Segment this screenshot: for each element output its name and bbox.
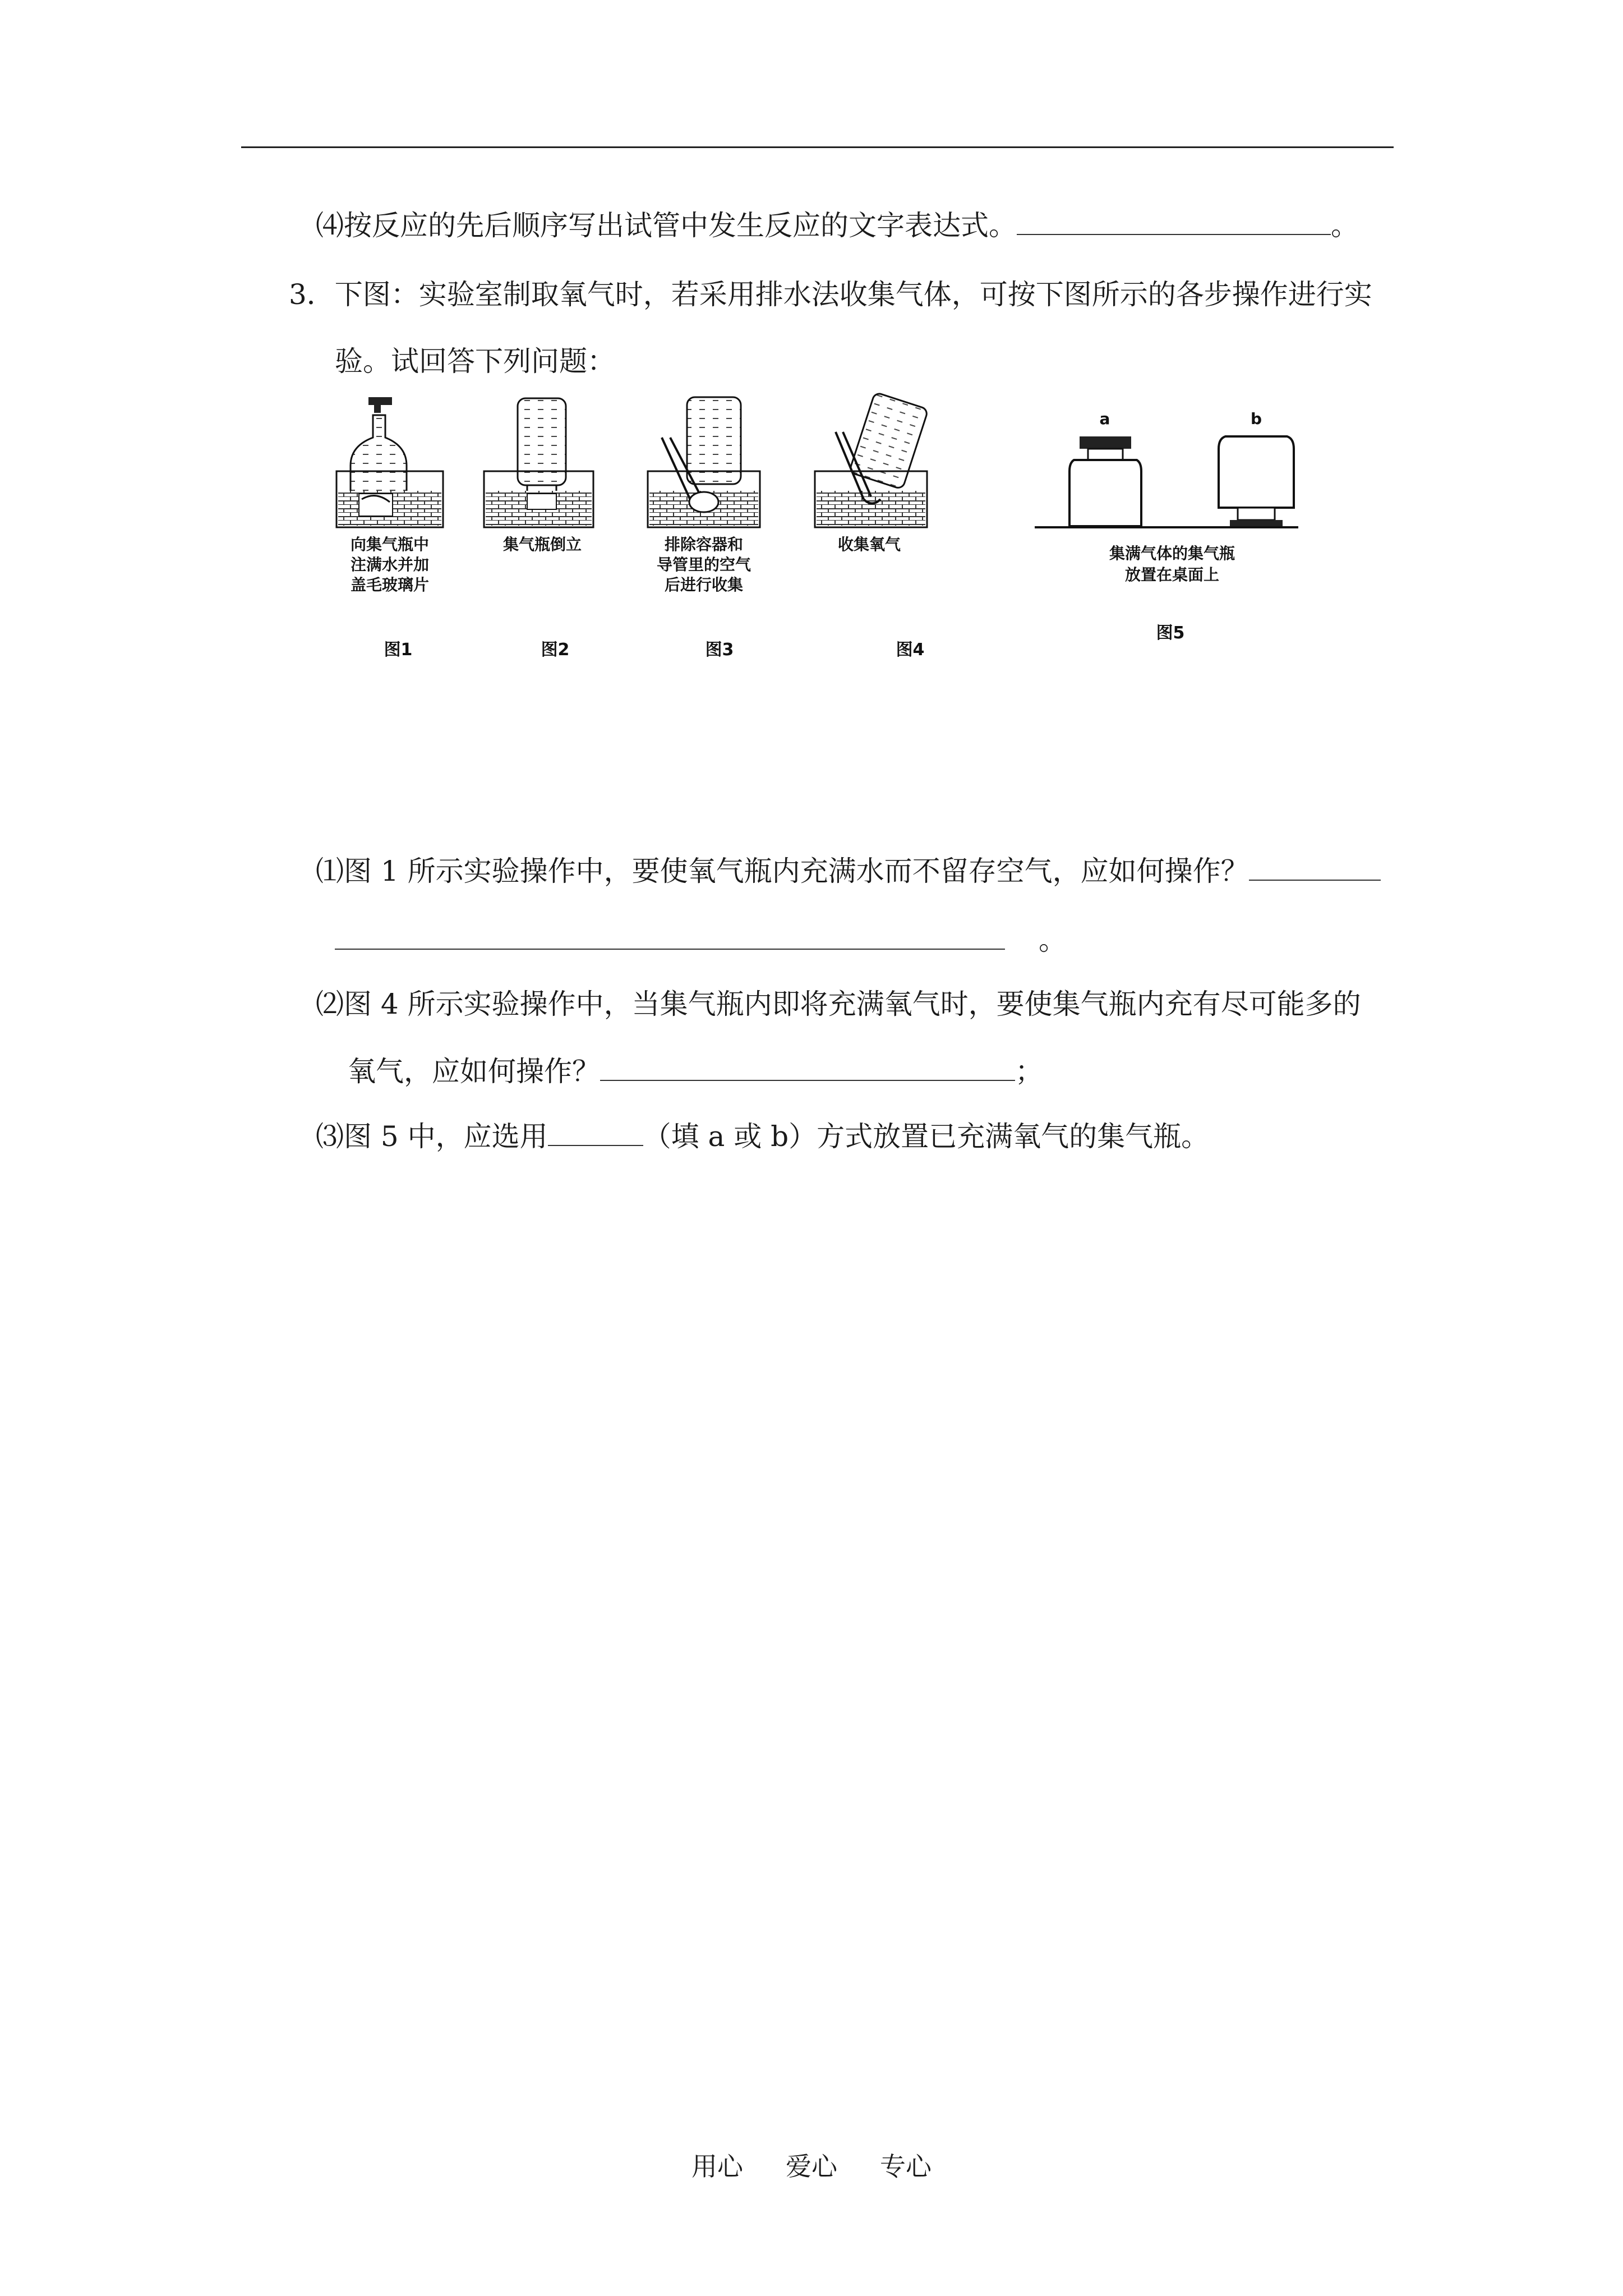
svg-text:导管里的空气: 导管里的空气 (656, 555, 751, 574)
figure-3-purge-and-collect (648, 397, 760, 527)
figure-5-bottles-on-table (1035, 409, 1298, 527)
answer-blank[interactable] (548, 1120, 643, 1146)
svg-text:图5: 图5 (1156, 623, 1185, 643)
figure-4-collect-oxygen (815, 392, 928, 527)
svg-text:排除容器和: 排除容器和 (664, 535, 744, 554)
svg-text:放置在桌面上: 放置在桌面上 (1124, 565, 1220, 584)
sub-question-1: ⑴图 1 所示实验操作中，要使氧气瓶内充满水而不留存空气，应如何操作？ (316, 854, 1381, 888)
figure-2-inverted-bottle (484, 398, 593, 527)
question-3-stem-line-1: 3．下图：实验室制取氧气时，若采用排水法收集气体，可按下图所示的各步操作进行实 (289, 278, 1372, 311)
svg-text:集满气体的集气瓶: 集满气体的集气瓶 (1109, 544, 1235, 563)
svg-text:注满水并加: 注满水并加 (350, 555, 430, 574)
answer-blank[interactable] (1017, 209, 1331, 235)
svg-text:盖毛玻璃片: 盖毛玻璃片 (350, 576, 430, 594)
svg-text:集气瓶倒立: 集气瓶倒立 (502, 535, 582, 554)
svg-text:向集气瓶中: 向集气瓶中 (350, 535, 430, 554)
oxygen-collection-figure (334, 387, 1298, 679)
question-3-stem-line-2: 验。试回答下列问题： (335, 345, 615, 378)
figure-1-fill-bottle (336, 397, 443, 527)
svg-text:收集氧气: 收集氧气 (837, 535, 901, 554)
answer-blank[interactable] (1249, 855, 1381, 881)
question-2-item-4: ⑷按反应的先后顺序写出试管中发生反应的文字表达式。 。 (316, 209, 1359, 242)
bottle-b-label: b (1250, 409, 1262, 428)
sub-question-2-continued: 氧气，应如何操作？ ； (348, 1055, 1043, 1088)
svg-text:图4: 图4 (896, 640, 925, 660)
svg-text:图3: 图3 (705, 640, 734, 660)
svg-text:图1: 图1 (384, 640, 413, 660)
bottle-a-label: a (1099, 409, 1110, 428)
header-rule (241, 146, 1394, 148)
figure-captions (351, 535, 1235, 594)
answer-blank[interactable] (600, 1055, 1015, 1081)
svg-text:图2: 图2 (541, 640, 570, 660)
sub-question-1-continued: 。 (335, 923, 1067, 957)
answer-blank[interactable] (335, 924, 1005, 950)
page-footer: 用心 爱心 专心 (691, 2151, 932, 2182)
sub-question-3: ⑶图 5 中，应选用 （填 a 或 b）方式放置已充满氧气的集气瓶。 (316, 1120, 1210, 1153)
svg-text:后进行收集: 后进行收集 (664, 576, 744, 594)
figure-numbers (384, 623, 1185, 660)
sub-question-2: ⑵图 4 所示实验操作中，当集气瓶内即将充满氧气时，要使集气瓶内充有尽可能多的 (316, 988, 1361, 1020)
